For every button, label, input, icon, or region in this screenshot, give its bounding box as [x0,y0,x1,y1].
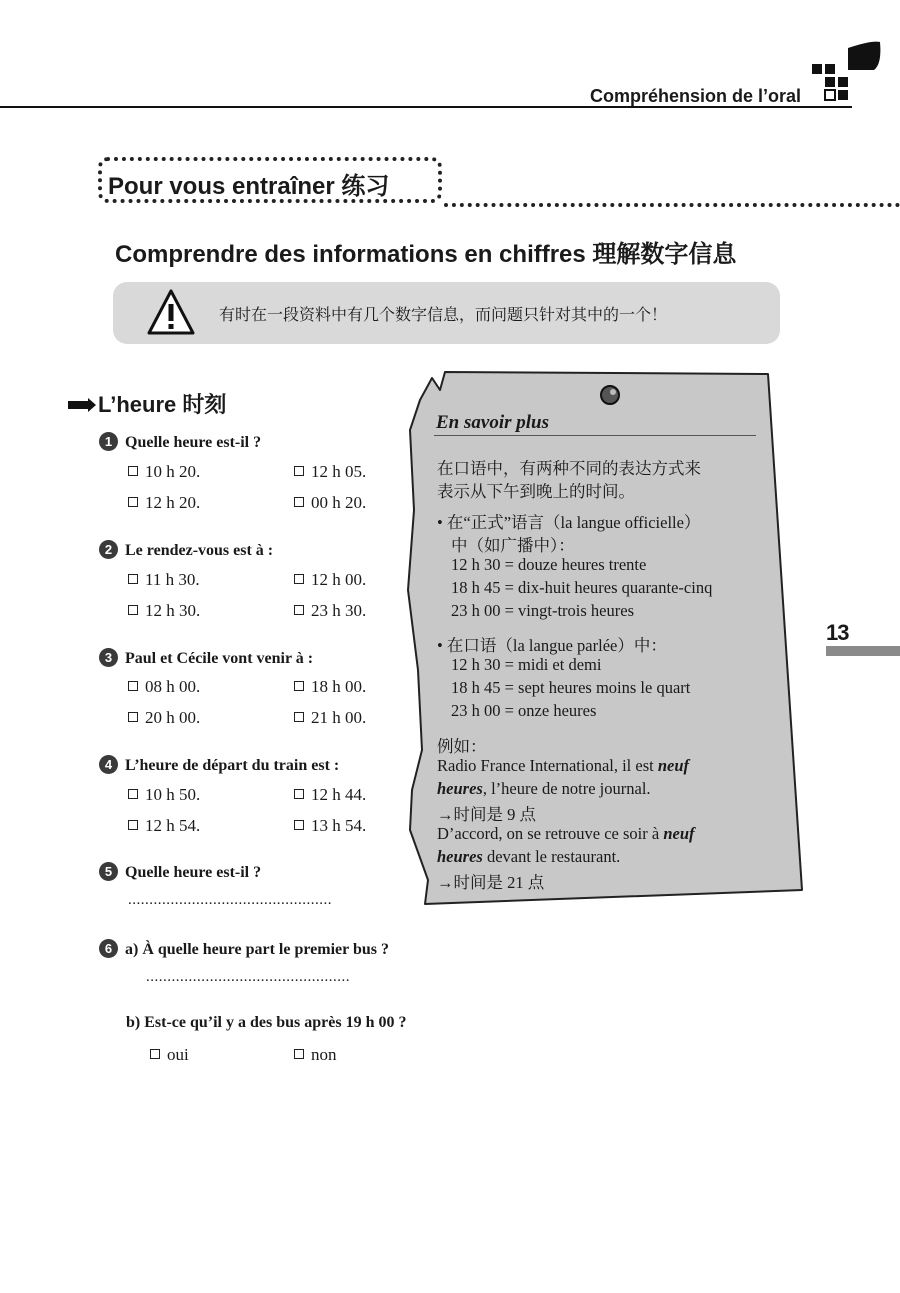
question-5 [99,862,261,882]
question-number: 4 [99,755,118,774]
option-checkbox[interactable]: 00 h 20. [294,493,366,513]
option-checkbox-non[interactable]: non [294,1045,337,1065]
question-2 [99,540,273,560]
note-title-rule [434,435,756,436]
checkbox-icon [294,497,304,507]
header-title: Compréhension de l’oral [590,86,802,106]
checkbox-icon [294,789,304,799]
note-title: En savoir plus [436,412,549,433]
question-number: 1 [99,432,118,451]
note-example-2: D’accord, on se retrouve ce soir à neuf [437,824,695,843]
option-checkbox[interactable]: 12 h 30. [128,601,200,621]
note-line: →时间是 21 点 [437,873,545,892]
question-number: 5 [99,862,118,881]
checkbox-icon [128,789,138,799]
warning-text: 有时在一段资料中有几个数字信息，而问题只针对其中的一个！ [219,307,668,324]
note-line: →时间是 9 点 [437,805,536,824]
checkbox-icon [294,1049,304,1059]
section-title: L’heure 时刻 [98,392,227,417]
checkbox-icon [294,605,304,615]
note-example-1-cont: heures, l’heure de notre journal. [437,779,651,798]
option-checkbox[interactable]: 08 h 00. [128,677,200,697]
note-line: • 在口语（la langue parlée）中： [437,636,667,655]
note-example-1: Radio France International, il est neuf [437,756,690,775]
question-text-b: b) Est-ce qu’il y a des bus après 19 h 00 ? [126,1014,407,1031]
checkbox-icon [128,574,138,584]
warning-triangle-icon [146,288,196,336]
note-line: 中（如广播中）： [451,536,575,555]
header-rule [0,106,852,108]
option-checkbox-oui[interactable]: oui [150,1045,189,1065]
option-checkbox[interactable]: 10 h 20. [128,462,200,482]
checkbox-icon [294,712,304,722]
note-example-2-cont: heures devant le restaurant. [437,847,621,866]
question-number: 6 [99,939,118,958]
page-number-tab: 13 [826,620,849,645]
question-6 [99,939,389,959]
note-line: 在口语中，有两种不同的表达方式来 [437,459,701,478]
question-number: 2 [99,540,118,559]
checkbox-icon [128,820,138,830]
note-line: 12 h 30 = douze heures trente [451,555,647,574]
question-4 [99,755,339,775]
note-line: 18 h 45 = dix-huit heures quarante-cinq [451,578,713,597]
side-tab-bar [826,646,900,656]
section-banner-title: Pour vous entraîner 练习 [108,173,390,200]
note-line: 23 h 00 = vingt-trois heures [451,601,634,620]
checkbox-icon [294,820,304,830]
checkbox-icon [128,605,138,615]
checkbox-icon [150,1049,160,1059]
checkbox-icon [128,466,138,476]
page-subtitle: Comprendre des informations en chiffres 理解数字信息 [115,241,737,268]
checkbox-icon [294,681,304,691]
banner-dotted-line [444,203,900,207]
option-checkbox[interactable]: 12 h 00. [294,570,366,590]
question-3 [99,648,313,668]
question-number: 3 [99,648,118,667]
option-checkbox[interactable]: 10 h 50. [128,785,200,805]
checkbox-icon [294,466,304,476]
option-checkbox[interactable]: 18 h 00. [294,677,366,697]
note-line: 12 h 30 = midi et demi [451,655,602,674]
option-checkbox[interactable]: 12 h 20. [128,493,200,513]
option-checkbox[interactable]: 11 h 30. [128,570,200,590]
brand-squares-logo [812,40,882,110]
option-checkbox[interactable]: 13 h 54. [294,816,366,836]
question-text-a: a) À quelle heure part le premier bus ? [125,941,389,958]
question-text: L’heure de départ du train est : [125,757,340,774]
checkbox-icon [294,574,304,584]
note-line: 例如： [437,737,487,756]
note-line: • 在“正式”语言（la langue officielle） [437,513,701,532]
option-checkbox[interactable]: 12 h 44. [294,785,366,805]
question-text: Quelle heure est-il ? [125,434,262,451]
checkbox-icon [128,497,138,507]
question-text: Quelle heure est-il ? [125,864,262,881]
option-checkbox[interactable]: 12 h 05. [294,462,366,482]
answer-line[interactable]: ................................................ [146,969,350,985]
note-line: 18 h 45 = sept heures moins le quart [451,678,691,697]
option-checkbox[interactable]: 12 h 54. [128,816,200,836]
note-line: 23 h 00 = onze heures [451,701,597,720]
checkbox-icon [128,681,138,691]
section-arrow-icon [68,398,96,412]
option-checkbox[interactable]: 23 h 30. [294,601,366,621]
question-1 [99,432,261,452]
question-text: Le rendez-vous est à : [125,542,274,559]
option-checkbox[interactable]: 20 h 00. [128,708,200,728]
question-text: Paul et Cécile vont venir à : [125,650,314,667]
answer-line[interactable]: ................................................ [128,892,332,908]
option-checkbox[interactable]: 21 h 00. [294,708,366,728]
checkbox-icon [128,712,138,722]
note-line: 表示从下午到晚上的时间。 [437,482,635,501]
